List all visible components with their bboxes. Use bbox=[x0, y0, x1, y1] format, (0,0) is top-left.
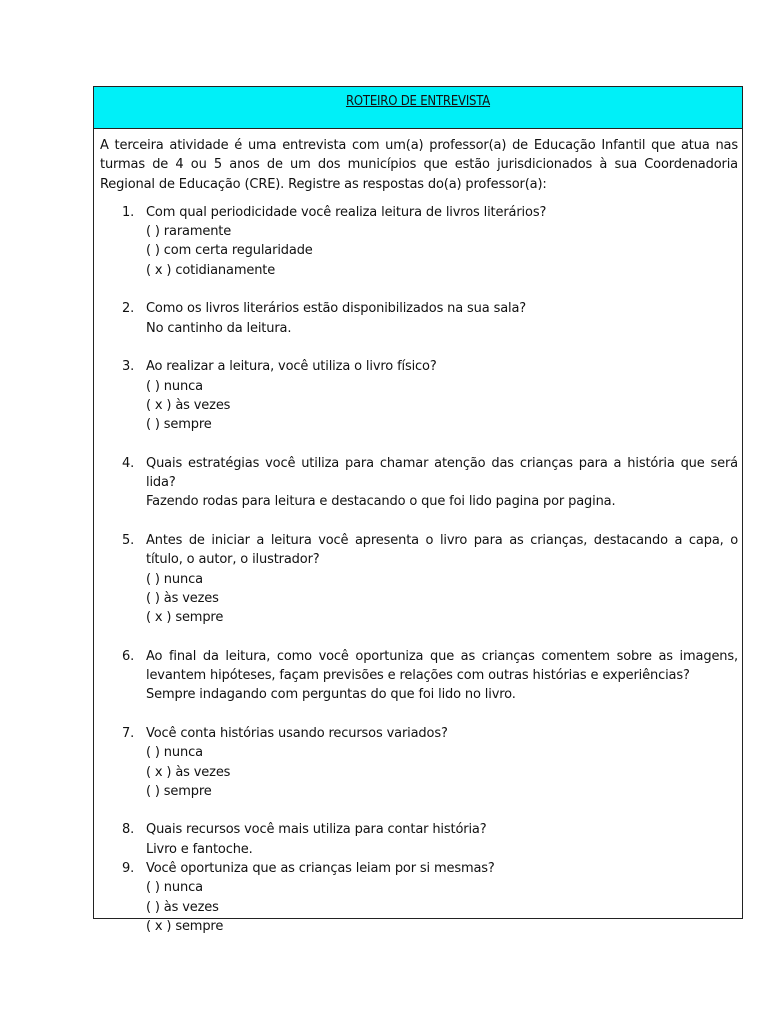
answer-text: Sempre indagando com perguntas do que foi lido no livro. bbox=[146, 687, 516, 703]
option: ( ) às vezes bbox=[146, 899, 219, 915]
option: ( ) nunca bbox=[146, 880, 203, 896]
question-5 bbox=[100, 531, 738, 627]
question-number: 8. bbox=[122, 822, 135, 838]
option: ( ) nunca bbox=[146, 378, 203, 394]
question-3 bbox=[100, 357, 738, 434]
option: ( x ) às vezes bbox=[146, 764, 231, 780]
question-number: 4. bbox=[122, 455, 135, 471]
intro-paragraph: A terceira atividade é uma entrevista com um(a) professor(a) de Educação Infantil que atua nas turmas de 4 ou 5 anos de um dos municípios que estão jurisdicionados à sua Coordenadoria Regional de Educação (CRE). Registre as respostas do(a) professor(a): bbox=[100, 138, 738, 192]
question-text: Você oportuniza que as crianças leiam por si mesmas? bbox=[146, 860, 495, 876]
question-text: Ao final da leitura, como você oportuniza que as crianças comentem sobre as imagens, levantem hipóteses, façam previsões e relações com outras histórias e experiências? bbox=[146, 648, 738, 684]
question-number: 3. bbox=[122, 359, 135, 375]
option: ( ) com certa regularidade bbox=[146, 243, 313, 259]
question-text: Você conta histórias usando recursos variados? bbox=[146, 725, 448, 741]
question-text: Quais recursos você mais utiliza para contar história? bbox=[146, 822, 487, 838]
option: ( x ) sempre bbox=[146, 918, 224, 934]
question-number: 2. bbox=[122, 301, 135, 317]
question-text: Quais estratégias você utiliza para chamar atenção das crianças para a história que será lida? bbox=[146, 455, 738, 491]
header-bar bbox=[94, 87, 742, 129]
option: ( ) nunca bbox=[146, 571, 203, 587]
question-text: Ao realizar a leitura, você utiliza o livro físico? bbox=[146, 359, 437, 375]
question-9 bbox=[100, 859, 738, 936]
question-4 bbox=[100, 454, 738, 512]
question-1 bbox=[100, 203, 738, 280]
question-7 bbox=[100, 724, 738, 801]
question-8 bbox=[100, 820, 738, 859]
option: ( x ) sempre bbox=[146, 610, 224, 626]
question-text: Com qual periodicidade você realiza leitura de livros literários? bbox=[146, 204, 547, 220]
question-number: 7. bbox=[122, 725, 135, 741]
question-2 bbox=[100, 299, 738, 338]
question-number: 6. bbox=[122, 648, 135, 664]
interview-form bbox=[93, 86, 743, 934]
option: ( ) sempre bbox=[146, 417, 212, 433]
question-text: Como os livros literários estão disponibilizados na sua sala? bbox=[146, 301, 527, 317]
option: ( ) às vezes bbox=[146, 590, 219, 606]
answer-text: No cantinho da leitura. bbox=[146, 320, 292, 336]
option: ( ) sempre bbox=[146, 783, 212, 799]
question-6 bbox=[100, 647, 738, 705]
form-title: ROTEIRO DE ENTREVISTA bbox=[345, 94, 491, 109]
question-text: Antes de iniciar a leitura você apresenta o livro para as crianças, destacando a capa, o título, o autor, o ilustrador? bbox=[146, 532, 738, 568]
question-number: 9. bbox=[122, 860, 135, 876]
form-body bbox=[94, 129, 742, 936]
answer-text: Livro e fantoche. bbox=[146, 841, 253, 857]
option: ( x ) às vezes bbox=[146, 397, 231, 413]
option: ( x ) cotidianamente bbox=[146, 262, 276, 278]
option: ( ) nunca bbox=[146, 745, 203, 761]
question-list bbox=[100, 203, 738, 936]
answer-text: Fazendo rodas para leitura e destacando o que foi lido pagina por pagina. bbox=[146, 494, 616, 510]
option: ( ) raramente bbox=[146, 224, 232, 240]
question-number: 1. bbox=[122, 204, 135, 220]
question-number: 5. bbox=[122, 532, 135, 548]
